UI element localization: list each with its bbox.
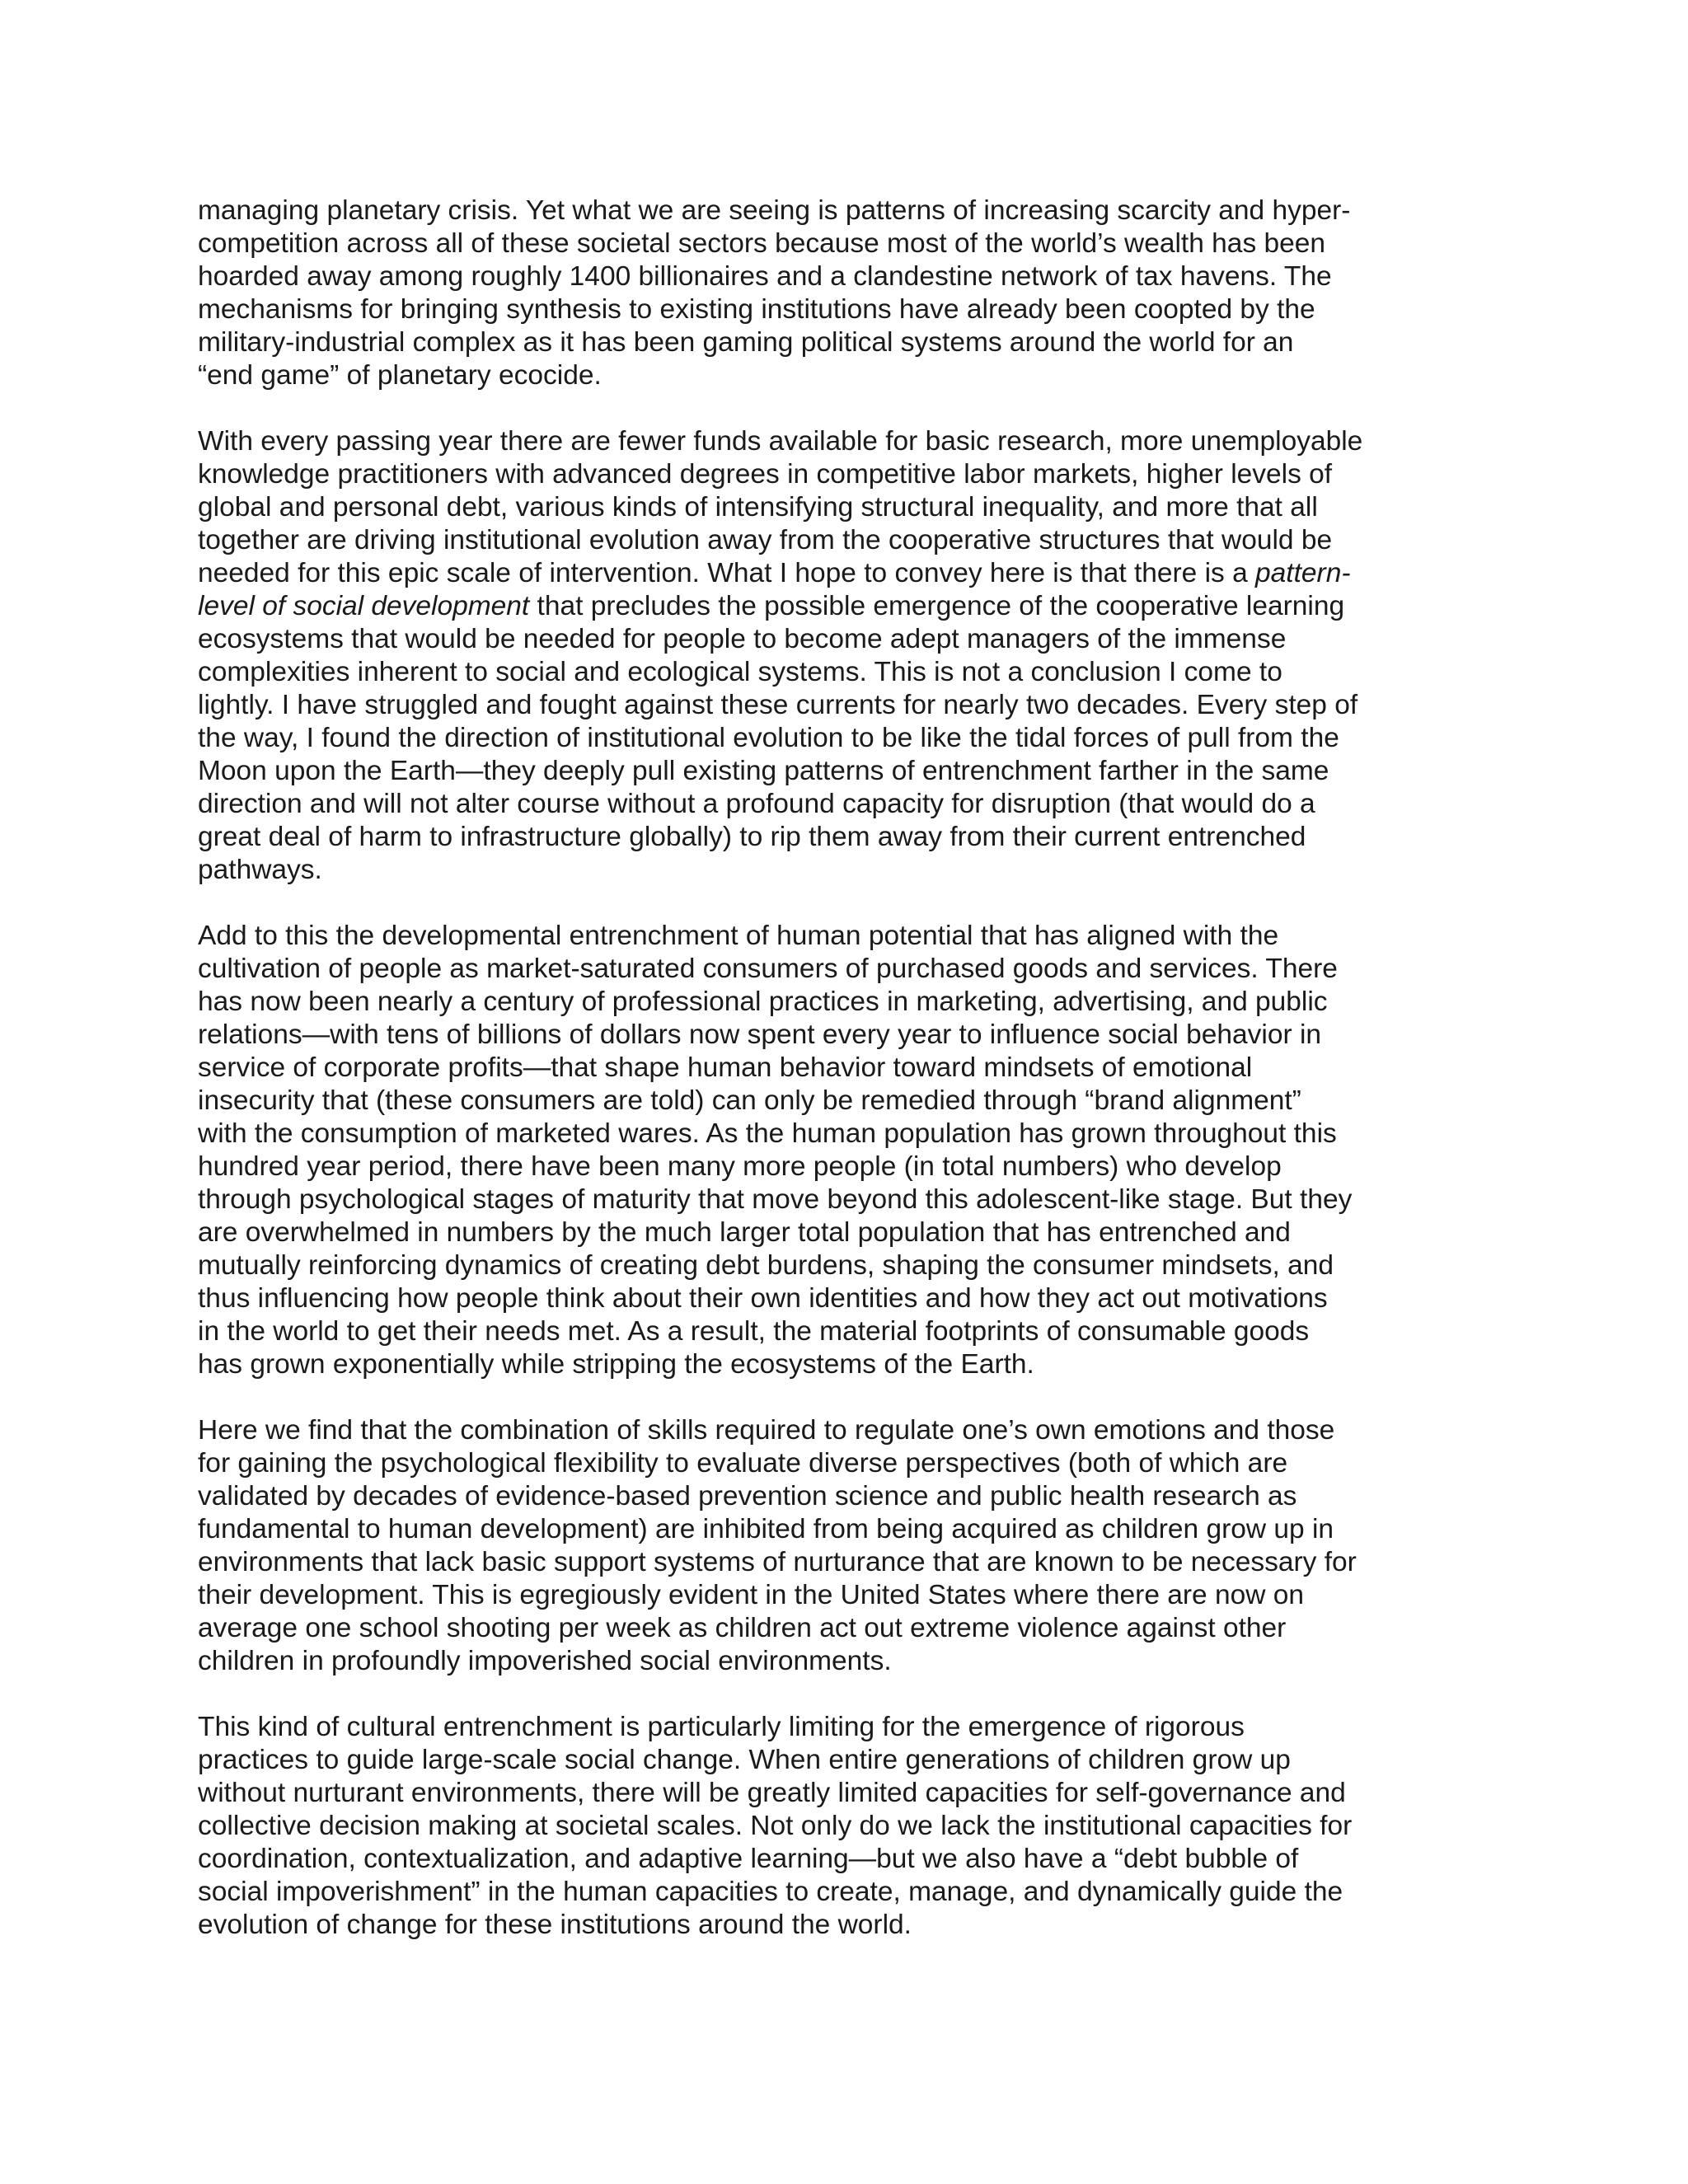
- text-run: that precludes the possible emergence of the cooperative learning: [529, 591, 1345, 621]
- paragraph-1: [198, 194, 1500, 392]
- text-line: in the world to get their needs met. As a result, the material footprints of consumable goods: [198, 1316, 1310, 1347]
- text-line: hoarded away among roughly 1400 billionaires and a clandestine network of tax havens. The: [198, 261, 1332, 292]
- text-line: lightly. I have struggled and fought against these currents for nearly two decades. Every step of: [198, 690, 1358, 720]
- text-line: has grown exponentially while stripping the ecosystems of the Earth.: [198, 1349, 1034, 1380]
- text-run: needed for this epic scale of intervention. What I hope to convey here is that there is a: [198, 558, 1256, 588]
- text-line: without nurturant environments, there will be greatly limited capacities for self-governance and: [198, 1778, 1346, 1808]
- text-line: mutually reinforcing dynamics of creating debt burdens, shaping the consumer mindsets, and: [198, 1250, 1334, 1281]
- text-line: relations—with tens of billions of dollars now spent every year to influence social behavior in: [198, 1019, 1322, 1050]
- italic-emphasis: level of social development: [198, 591, 530, 621]
- text-line: [198, 590, 1500, 623]
- text-line: with the consumption of marketed wares. As the human population has grown throughout this: [198, 1118, 1337, 1149]
- document-body: [198, 194, 1500, 1975]
- text-line: has now been nearly a century of professional practices in marketing, advertising, and public: [198, 987, 1328, 1017]
- text-line: together are driving institutional evolution away from the cooperative structures that would be: [198, 525, 1333, 555]
- text-line: the way, I found the direction of institutional evolution to be like the tidal forces of pull from the: [198, 723, 1339, 753]
- text-line: “end game” of planetary ecocide.: [198, 360, 602, 391]
- text-line: cultivation of people as market-saturated consumers of purchased goods and services. There: [198, 954, 1338, 984]
- text-line: Add to this the developmental entrenchment of human potential that has aligned with the: [198, 921, 1279, 951]
- text-line: knowledge practitioners with advanced degrees in competitive labor markets, higher levels of: [198, 459, 1333, 490]
- text-line: thus influencing how people think about their own identities and how they act out motivations: [198, 1283, 1328, 1314]
- text-line: managing planetary crisis. Yet what we are seeing is patterns of increasing scarcity and hyper-: [198, 195, 1351, 226]
- text-line: global and personal debt, various kinds of intensifying structural inequality, and more that all: [198, 492, 1318, 523]
- text-line: Moon upon the Earth—they deeply pull existing patterns of entrenchment farther in the same: [198, 756, 1329, 786]
- text-line: This kind of cultural entrenchment is particularly limiting for the emergence of rigorous: [198, 1712, 1245, 1742]
- text-line: children in profoundly impoverished social environments.: [198, 1646, 892, 1676]
- text-line: insecurity that (these consumers are told) can only be remedied through “brand alignment”: [198, 1085, 1301, 1116]
- text-line: social impoverishment” in the human capacities to create, manage, and dynamically guide the: [198, 1877, 1343, 1907]
- text-line: direction and will not alter course without a profound capacity for disruption (that would do a: [198, 789, 1315, 819]
- text-line: With every passing year there are fewer funds available for basic research, more unemployable: [198, 426, 1363, 457]
- text-line: are overwhelmed in numbers by the much larger total population that has entrenched and: [198, 1217, 1291, 1248]
- paragraph-2: [198, 425, 1500, 887]
- paragraph-5: [198, 1711, 1500, 1942]
- text-line: [198, 557, 1500, 590]
- text-line: validated by decades of evidence-based prevention science and public health research as: [198, 1481, 1297, 1511]
- text-line: practices to guide large-scale social change. When entire generations of children grow up: [198, 1745, 1291, 1775]
- italic-emphasis: pattern-: [1255, 558, 1351, 588]
- text-line: fundamental to human development) are inhibited from being acquired as children grow up in: [198, 1514, 1334, 1544]
- text-line: for gaining the psychological flexibility to evaluate diverse perspectives (both of which are: [198, 1448, 1288, 1479]
- text-line: military-industrial complex as it has been gaming political systems around the world for an: [198, 327, 1294, 358]
- text-line: pathways.: [198, 855, 322, 885]
- text-line: evolution of change for these institutions around the world.: [198, 1910, 912, 1940]
- paragraph-4: [198, 1414, 1500, 1678]
- text-line: service of corporate profits—that shape human behavior toward mindsets of emotional: [198, 1052, 1253, 1083]
- text-line: hundred year period, there have been many more people (in total numbers) who develop: [198, 1151, 1282, 1182]
- text-line: average one school shooting per week as children act out extreme violence against other: [198, 1613, 1287, 1643]
- text-line: competition across all of these societal sectors because most of the world’s wealth has been: [198, 228, 1326, 259]
- text-line: coordination, contextualization, and adaptive learning—but we also have a “debt bubble of: [198, 1844, 1299, 1874]
- text-line: environments that lack basic support systems of nurturance that are known to be necessary for: [198, 1547, 1357, 1577]
- text-line: collective decision making at societal scales. Not only do we lack the institutional capacities for: [198, 1811, 1353, 1841]
- paragraph-3: [198, 920, 1500, 1381]
- text-line: great deal of harm to infrastructure globally) to rip them away from their current entrenched: [198, 822, 1306, 852]
- text-line: Here we find that the combination of skills required to regulate one’s own emotions and those: [198, 1415, 1335, 1446]
- text-line: ecosystems that would be needed for people to become adept managers of the immense: [198, 624, 1287, 654]
- text-line: their development. This is egregiously evident in the United States where there are now on: [198, 1580, 1305, 1610]
- text-line: through psychological stages of maturity that move beyond this adolescent-like stage. But they: [198, 1184, 1353, 1215]
- text-line: mechanisms for bringing synthesis to existing institutions have already been coopted by the: [198, 294, 1315, 325]
- text-line: complexities inherent to social and ecological systems. This is not a conclusion I come to: [198, 657, 1282, 687]
